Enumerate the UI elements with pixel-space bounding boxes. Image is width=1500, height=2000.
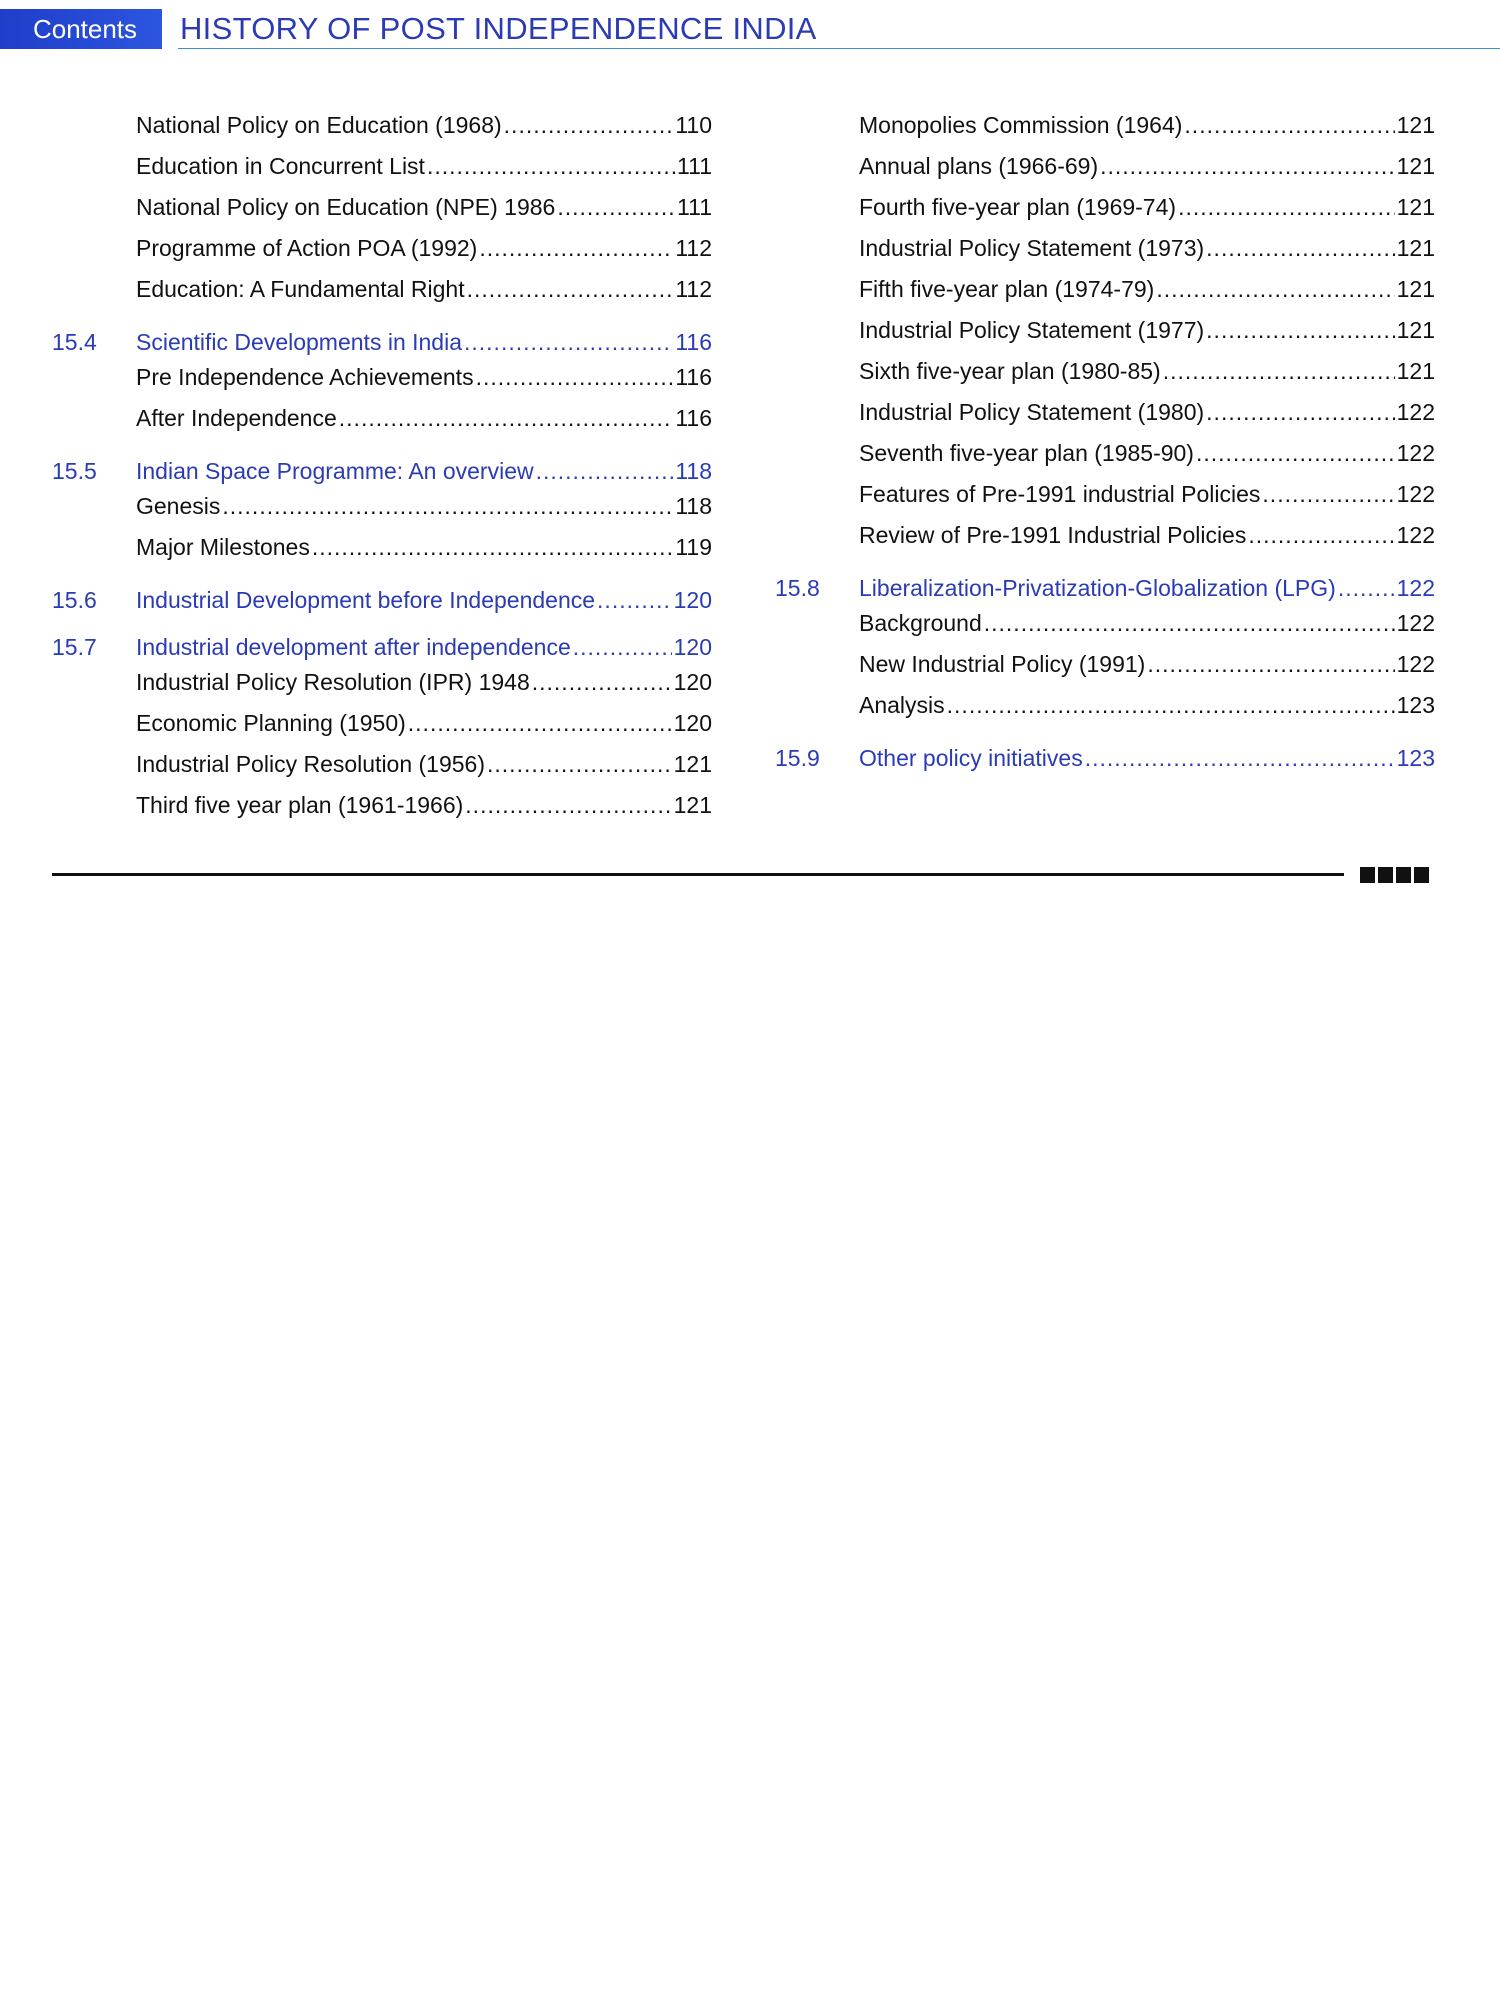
dot-leader [427, 149, 675, 183]
toc-entry-row[interactable] [775, 190, 1435, 224]
entry-title: Industrial development after independence [136, 634, 571, 660]
toc-entry [136, 231, 712, 265]
dot-leader [339, 401, 674, 435]
page-number: 111 [677, 194, 712, 220]
dot-leader [312, 530, 673, 564]
entry-title: Industrial Policy Statement (1980) [859, 399, 1205, 425]
toc-entry-row[interactable] [775, 606, 1435, 640]
toc-entry [136, 272, 712, 306]
section-number: 15.4 [52, 329, 97, 355]
book-title: HISTORY OF POST INDEPENDENCE INDIA [180, 11, 817, 46]
dot-leader [1178, 190, 1395, 224]
dot-leader [1206, 231, 1394, 265]
page-number: 120 [673, 634, 712, 660]
toc-entry [136, 454, 712, 488]
page-number: 110 [675, 112, 712, 138]
toc-entry-row[interactable] [775, 231, 1435, 265]
page-number: 121 [1396, 235, 1435, 261]
page-number: 122 [1396, 651, 1435, 677]
dot-leader [222, 489, 673, 523]
toc-entry [136, 489, 712, 523]
section-number: 15.5 [52, 458, 97, 484]
entry-title: Features of Pre-1991 industrial Policies [859, 481, 1261, 507]
toc-section-row[interactable] [52, 454, 712, 488]
toc-entry [136, 325, 712, 359]
page-number: 111 [677, 153, 712, 179]
section-number: 15.7 [52, 634, 97, 660]
entry-title: Background [859, 610, 982, 636]
entry-title: Monopolies Commission (1964) [859, 112, 1183, 138]
toc-entry [859, 149, 1435, 183]
dot-leader [536, 454, 674, 488]
page-number: 112 [675, 235, 712, 261]
entry-title: Liberalization-Privatization-Globalization (LPG) [859, 575, 1336, 601]
page-number: 121 [673, 751, 712, 777]
toc-entry [859, 606, 1435, 640]
page-number: 122 [1396, 399, 1435, 425]
footer-block [1396, 867, 1411, 883]
entry-title: New Industrial Policy (1991) [859, 651, 1146, 677]
toc-entry-row[interactable] [775, 149, 1435, 183]
toc-entry-row[interactable] [52, 108, 712, 142]
dot-leader [467, 272, 674, 306]
footer-block [1360, 867, 1375, 883]
toc-entry [136, 149, 712, 183]
page-number: 121 [1396, 153, 1435, 179]
toc-entry [859, 477, 1435, 511]
toc-entry-row[interactable] [775, 313, 1435, 347]
page-number: 122 [1396, 481, 1435, 507]
toc-entry [859, 647, 1435, 681]
toc-entry [859, 571, 1435, 605]
toc-entry [136, 190, 712, 224]
footer-block [1414, 867, 1429, 883]
toc-entry [859, 313, 1435, 347]
toc-section-row[interactable] [52, 325, 712, 359]
page-number: 122 [1396, 522, 1435, 548]
toc-entry-row[interactable] [775, 518, 1435, 552]
dot-leader [476, 360, 674, 394]
section-number: 15.9 [775, 745, 820, 771]
page-number: 121 [1396, 317, 1435, 343]
page-number: 118 [675, 493, 712, 519]
dot-leader [1147, 647, 1394, 681]
page-number: 121 [1396, 194, 1435, 220]
entry-title: Fifth five-year plan (1974-79) [859, 276, 1155, 302]
page-number: 118 [675, 458, 712, 484]
entry-title: Major Milestones [136, 534, 310, 560]
toc-entry [859, 395, 1435, 429]
dot-leader [1206, 313, 1394, 347]
toc-entry-row[interactable] [775, 354, 1435, 388]
dot-leader [504, 108, 674, 142]
toc-entry [136, 401, 712, 435]
dot-leader [1156, 272, 1394, 306]
entry-title: Sixth five-year plan (1980-85) [859, 358, 1161, 384]
toc-entry [859, 436, 1435, 470]
page-number: 116 [675, 405, 712, 431]
toc-entry-row[interactable] [52, 231, 712, 265]
toc-entry-row[interactable] [52, 401, 712, 435]
dot-leader [573, 630, 672, 664]
page-number: 116 [675, 364, 712, 390]
toc-entry [136, 583, 712, 617]
toc-entry [859, 190, 1435, 224]
toc-entry [859, 688, 1435, 722]
toc-entry [859, 108, 1435, 142]
dot-leader [947, 688, 1395, 722]
toc-entry [136, 788, 712, 822]
entry-title: National Policy on Education (1968) [136, 112, 502, 138]
page-number: 120 [673, 669, 712, 695]
entry-title: Scientific Developments in India [136, 329, 462, 355]
dot-leader [557, 190, 675, 224]
toc-entry [136, 630, 712, 664]
toc-entry-row[interactable] [52, 747, 712, 781]
toc-entry-row[interactable] [52, 272, 712, 306]
entry-title: Analysis [859, 692, 945, 718]
entry-title: Seventh five-year plan (1985-90) [859, 440, 1194, 466]
toc-entry-row[interactable] [775, 108, 1435, 142]
toc-entry [136, 665, 712, 699]
dot-leader [984, 606, 1395, 640]
footer-divider [52, 873, 1344, 876]
page-number: 123 [1396, 745, 1435, 771]
toc-entry-row[interactable] [775, 688, 1435, 722]
dot-leader [1184, 108, 1394, 142]
entry-title: Fourth five-year plan (1969-74) [859, 194, 1177, 220]
toc-entry [859, 354, 1435, 388]
dot-leader [408, 706, 672, 740]
page-header [0, 0, 1500, 50]
toc-entry-row[interactable] [775, 647, 1435, 681]
toc-section-row[interactable] [52, 583, 712, 617]
page-number: 116 [675, 329, 712, 355]
page-number: 121 [1396, 112, 1435, 138]
entry-title: Other policy initiatives [859, 745, 1083, 771]
entry-title: Industrial Policy Resolution (1956) [136, 751, 486, 777]
dot-leader [1338, 571, 1395, 605]
entry-title: Annual plans (1966-69) [859, 153, 1099, 179]
toc-entry [136, 747, 712, 781]
entry-title: Indian Space Programme: An overview [136, 458, 534, 484]
entry-title: Industrial Policy Statement (1973) [859, 235, 1205, 261]
toc-entry-row[interactable] [52, 360, 712, 394]
toc-entry [136, 360, 712, 394]
dot-leader [464, 325, 673, 359]
dot-leader [597, 583, 672, 617]
dot-leader [1206, 395, 1394, 429]
entry-title: Third five year plan (1961-1966) [136, 792, 464, 818]
entry-title: Genesis [136, 493, 221, 519]
toc-entry [136, 108, 712, 142]
toc-entry-row[interactable] [52, 665, 712, 699]
entry-title: Pre Independence Achievements [136, 364, 474, 390]
page-number: 121 [1396, 276, 1435, 302]
page-number: 121 [1396, 358, 1435, 384]
toc-entry-row[interactable] [775, 436, 1435, 470]
toc-entry-row[interactable] [52, 788, 712, 822]
dot-leader [1262, 477, 1394, 511]
toc-entry-row[interactable] [52, 489, 712, 523]
page-number: 123 [1396, 692, 1435, 718]
toc-entry-row[interactable] [52, 190, 712, 224]
entry-title: Industrial Policy Resolution (IPR) 1948 [136, 669, 530, 695]
footer-block [1378, 867, 1393, 883]
page-number: 122 [1396, 440, 1435, 466]
toc-entry [859, 231, 1435, 265]
header-divider [178, 48, 1500, 49]
toc-entry [136, 530, 712, 564]
toc-entry-row[interactable] [52, 706, 712, 740]
toc-entry-row[interactable] [52, 149, 712, 183]
toc-entry-row[interactable] [775, 272, 1435, 306]
page-number: 120 [673, 710, 712, 736]
page-number: 121 [673, 792, 712, 818]
toc-section-row[interactable] [52, 630, 712, 664]
entry-title: After Independence [136, 405, 337, 431]
section-number: 15.6 [52, 587, 97, 613]
toc-entry-row[interactable] [775, 477, 1435, 511]
dot-leader [1196, 436, 1395, 470]
toc-entry [859, 741, 1435, 775]
toc-section-row[interactable] [775, 741, 1435, 775]
contents-tab: Contents [0, 9, 162, 49]
dot-leader [465, 788, 671, 822]
dot-leader [1248, 518, 1394, 552]
dot-leader [479, 231, 673, 265]
toc-entry [859, 518, 1435, 552]
page-number: 122 [1396, 575, 1435, 601]
entry-title: Industrial Development before Independence [136, 587, 596, 613]
toc-entry [859, 272, 1435, 306]
page-number: 112 [675, 276, 712, 302]
page-number: 120 [673, 587, 712, 613]
entry-title: Education in Concurrent List [136, 153, 425, 179]
toc-entry-row[interactable] [52, 530, 712, 564]
toc-entry [136, 706, 712, 740]
entry-title: Review of Pre-1991 Industrial Policies [859, 522, 1247, 548]
section-number: 15.8 [775, 575, 820, 601]
entry-title: Economic Planning (1950) [136, 710, 406, 736]
dot-leader [1085, 741, 1395, 775]
dot-leader [1163, 354, 1395, 388]
entry-title: Education: A Fundamental Right [136, 276, 465, 302]
dot-leader [532, 665, 672, 699]
toc-section-row[interactable] [775, 571, 1435, 605]
entry-title: National Policy on Education (NPE) 1986 [136, 194, 556, 220]
page-number: 119 [675, 534, 712, 560]
dot-leader [487, 747, 672, 781]
page-number: 122 [1396, 610, 1435, 636]
entry-title: Industrial Policy Statement (1977) [859, 317, 1205, 343]
footer-blocks-ornament [1360, 867, 1429, 883]
entry-title: Programme of Action POA (1992) [136, 235, 478, 261]
toc-entry-row[interactable] [775, 395, 1435, 429]
dot-leader [1100, 149, 1395, 183]
